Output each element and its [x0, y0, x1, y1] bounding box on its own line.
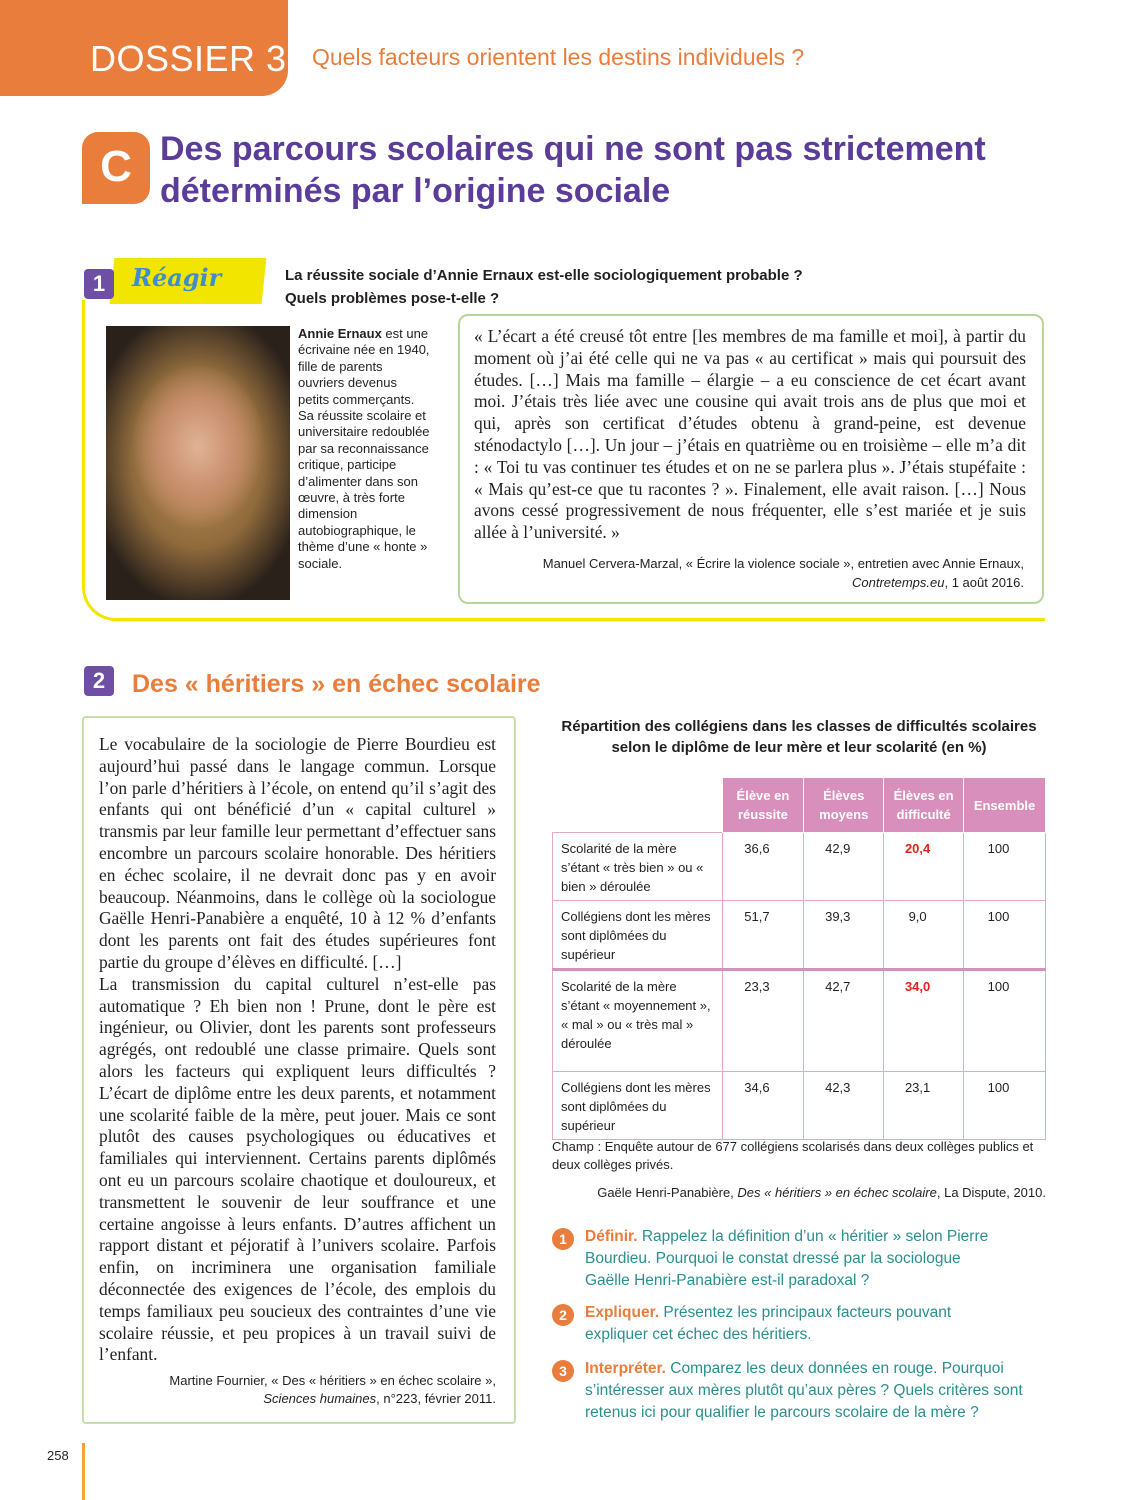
table-row: [553, 901, 1046, 970]
article-paragraph-2: La transmission du capital culturel n’est-elle pas automatique ? Eh bien non ! Prune, dont le père est ingénieur, ou Olivier, dont les parents sont professeurs agrégés, ont redoublé une classe primaire. Quels sont alors les facteurs qui expliquent leurs difficultés ? L’écart de diplôme entre les deux parents, et notamment une scolarité faible de la mère, peut jouer. Mais ce sont plutôt des causes psychologiques ou éducatives et familiales qui interviennent. Certains parents diplômés ont eu un parcours scolaire chaotique et douloureux, et transmettent le souvenir de leur souffrance et une certaine angoisse à leurs enfants. D’autres affichent un rapport distant et péjoratif à l’univers scolaire. Parfois enfin, on incriminera une organisation familiale déconnectée des exigences de l’école, des emplois du temps familiaux peu soucieux des contraintes d’une vie scolaire réussie, et peu propices à un travail suivi de l’enfant.: [99, 973, 496, 1365]
question-1: [585, 1226, 1005, 1292]
doc2-title: Des « héritiers » en échec scolaire: [132, 670, 541, 698]
page-margin-bar: [82, 1443, 85, 1500]
quote-source-line1: Manuel Cervera-Marzal, « Écrire la violence sociale », entretien avec Annie Ernaux,: [542, 556, 1024, 571]
article-source-rest: , n°223, février 2011.: [376, 1391, 496, 1406]
dossier-question: Quels facteurs orientent les destins individuels ?: [312, 44, 805, 70]
question-number: 2: [552, 1304, 574, 1326]
cell-value: 23,3: [722, 970, 804, 1072]
article-paragraph-1: Le vocabulaire de la sociologie de Pierre Bourdieu est aujourd’hui passé dans le langage commun. Lorsque l’on parle d’héritiers à l’école, on entend qu’il s’agit des enfants qui ont bénéficié d’un « capital culturel » transmis par leur famille leur permettant d’effectuer sans encombre un parcours scolaire honorable. Des héritiers en échec scolaire, il ne devrait donc pas y en avoir beaucoup. Néanmoins, dans le collège où la sociologue Gaëlle Henri-Panabière a enquêté, 10 à 12 % d’enfants dont les parents ont fait des études supérieures font partie du groupe d’élèves en difficulté. […]: [99, 734, 496, 972]
section-title: [160, 128, 1060, 212]
question-2: [585, 1302, 1005, 1346]
cell-value-highlight: 20,4: [884, 833, 964, 901]
row-label: Collégiens dont les mères sont diplômées du supérieur: [553, 1072, 723, 1140]
table-source: [552, 1184, 1046, 1202]
cell-value: 34,6: [722, 1072, 804, 1140]
question-number: 3: [552, 1360, 574, 1382]
annie-ernaux-photo: [106, 326, 290, 600]
cell-value: 42,3: [804, 1072, 884, 1140]
dossier-label: DOSSIER 3: [90, 38, 287, 79]
question-keyword: Interpréter.: [585, 1360, 666, 1377]
cell-value: 100: [964, 833, 1046, 901]
question-3: [585, 1358, 1055, 1424]
bio-text: est une écrivaine née en 1940, fille de parents ouvriers devenus petits commerçants. Sa réussite scolaire et universitaire redoublée par sa reconnaissance critique, participe d’alimenter dans son œuvre, à très forte dimension autobiographique, le thème d’une « honte » sociale.: [298, 326, 430, 571]
article-source-journal: Sciences humaines: [263, 1391, 377, 1406]
section-letter-badge: C: [82, 132, 150, 204]
question-keyword: Définir.: [585, 1228, 638, 1245]
table-header: Ensemble: [964, 778, 1046, 833]
article-text: [99, 734, 496, 1366]
table-champ: Champ : Enquête autour de 677 collégiens scolarisés dans deux collèges publics et deux collèges privés.: [552, 1139, 1034, 1172]
cell-value-highlight: 34,0: [884, 970, 964, 1072]
table-source-book: Des « héritiers » en échec scolaire: [737, 1185, 937, 1200]
cell-value: 42,9: [804, 833, 884, 901]
cell-value: 36,6: [722, 833, 804, 901]
doc1-question-line1: La réussite sociale d’Annie Ernaux est-elle sociologiquement probable ?: [285, 267, 803, 284]
cell-value: 9,0: [884, 901, 964, 970]
data-table: [552, 777, 1046, 1140]
doc1-question: [285, 264, 885, 310]
table-title: [552, 716, 1046, 758]
cell-value: 39,3: [804, 901, 884, 970]
bio-name: Annie Ernaux: [298, 326, 382, 341]
question-keyword: Expliquer.: [585, 1304, 660, 1321]
table-source-author: Gaële Henri-Panabière,: [597, 1185, 738, 1200]
cell-value: 42,7: [804, 970, 884, 1072]
table-source-rest: , La Dispute, 2010.: [936, 1185, 1046, 1200]
cell-value: 23,1: [884, 1072, 964, 1140]
doc1-question-line2: Quels problèmes pose-t-elle ?: [285, 290, 500, 307]
table-header: Élève en réussite: [722, 778, 804, 833]
table-row: [553, 970, 1046, 1072]
quote-source-date: , 1 août 2016.: [944, 575, 1024, 590]
doc1-number: 1: [84, 269, 114, 299]
section-title-line2: déterminés par l’origine sociale: [160, 172, 671, 210]
cell-value: 100: [964, 1072, 1046, 1140]
quote-text: « L’écart a été creusé tôt entre [les membres de ma famille et moi], à partir du moment où j’ai été celle qui ne va pas « au certificat » mais qui poursuit des études. […] Mais ma famille – élargie – a eu conscience de cet écart avant moi. J’étais très liée avec une cousine qui avait trois ans de plus que moi et qui, après son certificat d’études obtenu à grand-peine, est devenue sténodactylo […]. Un jour – j’étais en quatrième ou en troisième – elle m’a dit : « Toi tu vas continuer tes études et on ne se parlera plus ». J’étais stupéfaite : « Mais qu’est-ce que tu racontes ? ». Finalement, elle avait raison. […] Nous avons cessé progressivement de nous fréquenter, elle s’est mariée et je suis allée à l’université. »: [474, 326, 1026, 543]
page-number: 258: [47, 1448, 69, 1463]
table-row: [553, 1072, 1046, 1140]
cell-value: 51,7: [722, 901, 804, 970]
table-header-row: [553, 778, 1046, 833]
article-source-line1: Martine Fournier, « Des « héritiers » en échec scolaire »,: [169, 1373, 496, 1388]
table-header: Élèves en difficulté: [884, 778, 964, 833]
quote-source-site: Contretemps.eu: [851, 575, 945, 590]
row-label: Collégiens dont les mères sont diplômées du supérieur: [553, 901, 723, 970]
question-text: Présentez les principaux facteurs pouvant expliquer cet échec des héritiers.: [585, 1304, 952, 1343]
cell-value: 100: [964, 901, 1046, 970]
table-title-line2: selon le diplôme de leur mère et leur scolarité (en %): [611, 739, 987, 756]
section-title-line1: Des parcours scolaires qui ne sont pas strictement: [160, 130, 986, 168]
question-text: Comparez les deux données en rouge. Pourquoi s’intéresser aux mères plutôt qu’aux pères ? Quels critères sont retenus ici pour qualifier le parcours scolaire de la mère ?: [585, 1360, 1023, 1421]
row-label: Scolarité de la mère s’étant « moyennement », « mal » ou « très mal » déroulée: [553, 970, 723, 1072]
row-label: Scolarité de la mère s’étant « très bien » ou « bien » déroulée: [553, 833, 723, 901]
question-number: 1: [552, 1228, 574, 1250]
cell-value: 100: [964, 970, 1046, 1072]
author-bio: [298, 326, 430, 572]
reagir-label: Réagir: [132, 263, 222, 292]
table-header: Élèves moyens: [804, 778, 884, 833]
quote-source: [474, 554, 1024, 592]
article-source: [99, 1372, 496, 1408]
table-title-line1: Répartition des collégiens dans les classes de difficultés scolaires: [561, 718, 1037, 735]
table-row: [553, 833, 1046, 901]
question-text: Rappelez la définition d’un « héritier » selon Pierre Bourdieu. Pourquoi le constat dressé par la sociologue Gaëlle Henri-Panabière est-il paradoxal ?: [585, 1228, 989, 1289]
doc2-number: 2: [84, 666, 114, 696]
